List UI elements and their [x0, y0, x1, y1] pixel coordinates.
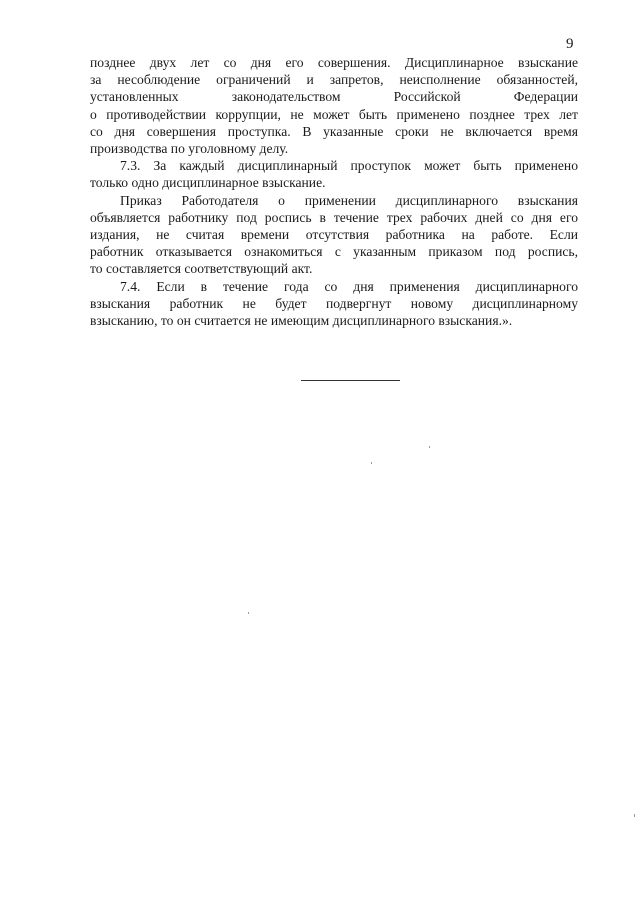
- scan-speck: [248, 612, 249, 614]
- text-line: о противодействии коррупции, не может быть применено позднее трех лет: [90, 106, 578, 122]
- text-line: взыскания работник не будет подвергнут новому дисциплинарному: [90, 295, 578, 311]
- text-line: то составляется соответствующий акт.: [90, 261, 313, 277]
- text-line: производства по уголовному делу.: [90, 141, 289, 157]
- separator-line: [301, 380, 400, 381]
- text-line: работник отказывается ознакомиться с указанным приказом под роспись,: [90, 244, 578, 260]
- text-line: за несоблюдение ограничений и запретов, неисполнение обязанностей,: [90, 72, 578, 88]
- text-line: установленных законодательством Российской Федерации: [90, 89, 578, 105]
- text-line: взысканию, то он считается не имеющим дисциплинарного взыскания.».: [90, 313, 513, 329]
- scan-speck: [429, 446, 430, 448]
- text-line: только одно дисциплинарное взыскание.: [90, 175, 326, 191]
- scan-speck: [371, 462, 372, 464]
- text-line: 7.4. Если в течение года со дня применения дисциплинарного: [120, 278, 578, 294]
- text-line: со дня совершения проступка. В указанные сроки не включается время: [90, 123, 578, 139]
- text-line: объявляется работнику под роспись в течение трех рабочих дней со дня его: [90, 209, 578, 225]
- text-line: 7.3. За каждый дисциплинарный проступок может быть применено: [120, 158, 578, 174]
- text-line: Приказ Работодателя о применении дисциплинарного взыскания: [120, 192, 578, 208]
- text-line: позднее двух лет со дня его совершения. Дисциплинарное взыскание: [90, 55, 578, 70]
- scan-speck: [634, 814, 635, 817]
- document-body: [90, 54, 578, 329]
- page-number: 9: [566, 36, 574, 52]
- text-line: издания, не считая времени отсутствия работника на работе. Если: [90, 227, 578, 243]
